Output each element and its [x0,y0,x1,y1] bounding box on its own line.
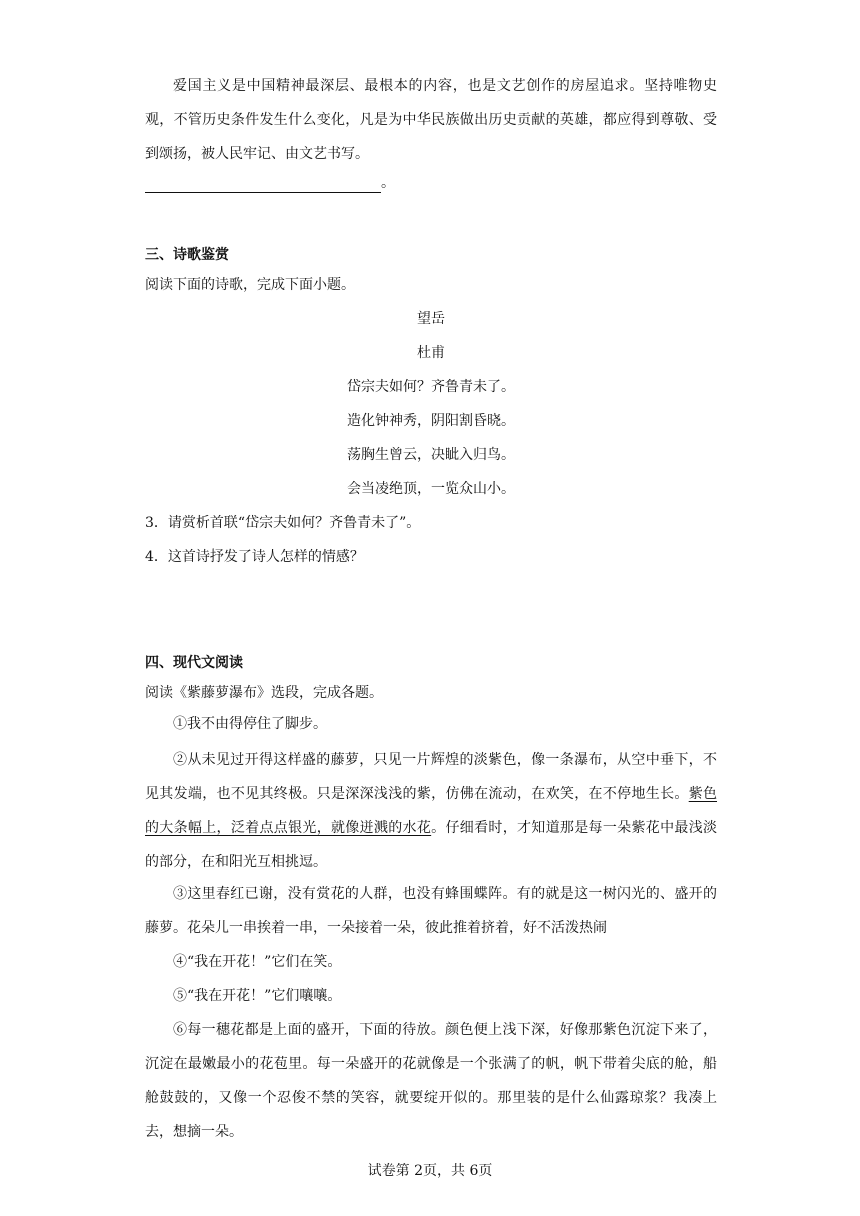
poem-line: 造化钟神秀，阴阳割昏晓。 [347,413,515,429]
paragraph-2-text-b: 。仔细看时，才知道那是每一朵紫花中最浅淡的部分，在和阳光互相挑逗。 [145,820,718,870]
patriotism-paragraph: 爱国主义是中国精神最深层、最根本的内容，也是文艺创作的房屋追求。坚持唯物史观，不管历史条件发生什么变化，凡是为中华民族做出历史贡献的英雄，都应得到尊敬、受到颂扬，被人民牢记、由文艺书写。 [145,78,717,162]
poem-author: 杜甫 [417,345,445,361]
reading-paragraph-4: ④“我在开花！”它们在笑。 [173,954,342,970]
answer-blank-line[interactable] [145,173,395,193]
paragraph-2-text-a: ②从未见过开得这样盛的藤萝，只见一片辉煌的淡紫色，像一条瀑布，从空中垂下，不见其发端，也不见其终极。只是深深浅浅的紫，仿佛在流动，在欢笑，在不停地生长。 [145,752,717,802]
blank-period: 。 [381,175,395,191]
section3-intro: 阅读下面的诗歌，完成下面小题。 [145,277,355,293]
section3-heading: 三、诗歌鉴赏 [145,247,229,263]
blank-underline[interactable] [145,178,381,193]
reading-paragraph-2 [145,743,717,879]
question-3: 3．请赏析首联“岱宗夫如何？齐鲁青未了”。 [145,515,421,531]
underlined-sentence: 紫色的大条幅上，泛着点点银光，就像迸溅的水花 [145,786,718,836]
reading-paragraph-6: ⑥每一穗花都是上面的盛开，下面的待放。颜色便上浅下深，好像那紫色沉淀下来了，沉淀在最嫩最小的花苞里。每一朵盛开的花就像是一个张满了的帆，帆下带着尖底的舱，船舱鼓鼓的，又像一个忍俊不禁的笑容，就要绽开似的。那里装的是什么仙露琼浆？我凑上去，想摘一朵。 [145,1022,717,1140]
reading-paragraph-5: ⑤“我在开花！”它们嚷嚷。 [173,988,342,1004]
page-footer: 试卷第 2页，共 6页 [367,1163,493,1179]
section4-intro: 阅读《紫藤萝瀑布》选段，完成各题。 [145,685,383,701]
section4-heading: 四、现代文阅读 [145,655,243,671]
poem-title: 望岳 [417,311,445,327]
reading-paragraph-1: ①我不由得停住了脚步。 [173,716,327,732]
poem-line: 会当凌绝顶，一览众山小。 [347,481,515,497]
poem-line: 岱宗夫如何？齐鲁青未了。 [347,379,515,395]
reading-paragraph-3: ③这里春红已谢，没有赏花的人群，也没有蜂围蝶阵。有的就是这一树闪光的、盛开的藤萝。花朵儿一串挨着一串，一朵接着一朵，彼此推着挤着，好不活泼热闹 [145,886,717,936]
poem-line: 荡胸生曾云，决眦入归鸟。 [347,447,515,463]
question-4: 4．这首诗抒发了诗人怎样的情感？ [145,549,364,565]
